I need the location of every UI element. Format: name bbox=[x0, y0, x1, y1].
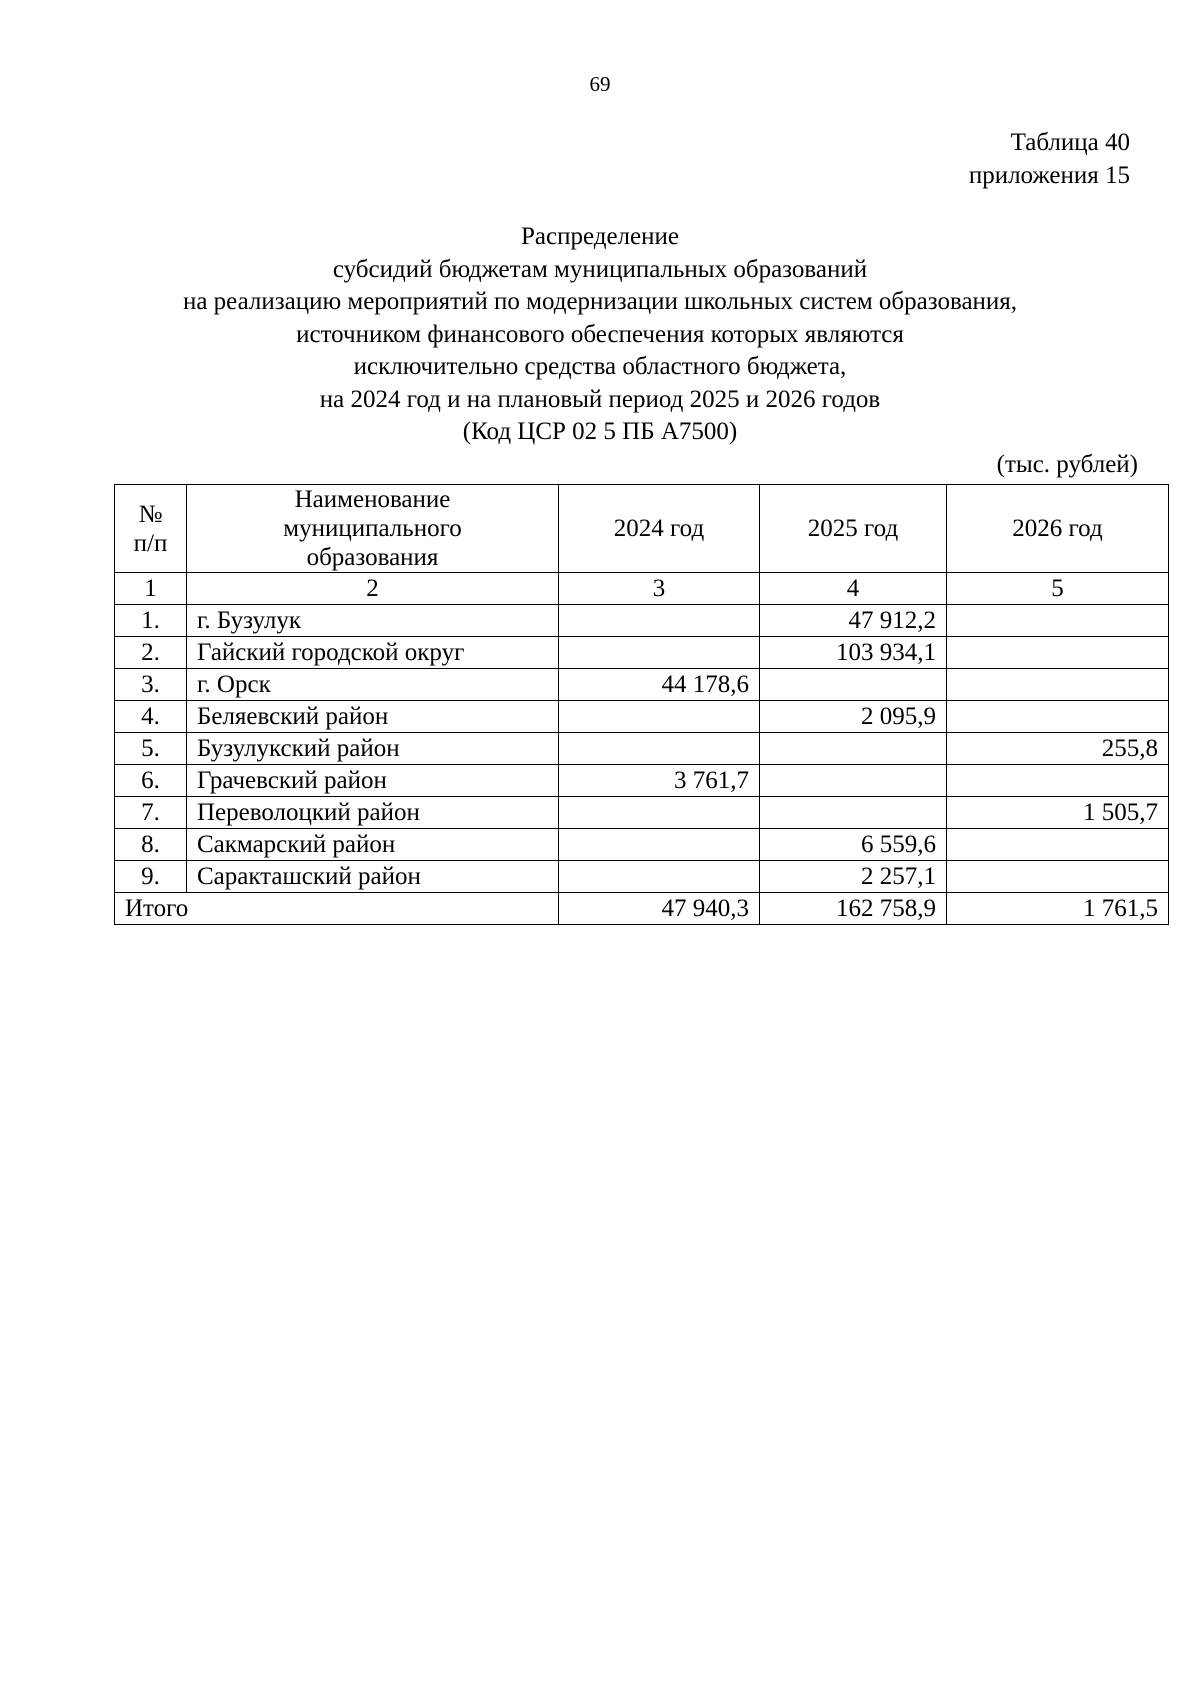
total-2026: 1 761,5 bbox=[947, 893, 1169, 925]
column-number: 3 bbox=[559, 573, 760, 605]
column-number: 4 bbox=[760, 573, 947, 605]
table-row bbox=[115, 733, 1169, 765]
value-2024 bbox=[559, 733, 760, 765]
value-2024: 44 178,6 bbox=[559, 669, 760, 701]
header-number: № п/п bbox=[115, 485, 187, 573]
row-number: 1. bbox=[115, 605, 187, 637]
header-2024: 2024 год bbox=[559, 485, 760, 573]
value-2025 bbox=[760, 797, 947, 829]
municipality-name: г. Орск bbox=[187, 669, 559, 701]
header-2025: 2025 год bbox=[760, 485, 947, 573]
heading-line: Распределение bbox=[521, 223, 679, 250]
value-2024 bbox=[559, 637, 760, 669]
heading-line: источником финансового обеспечения которых являются bbox=[296, 320, 904, 348]
header-2026: 2026 год bbox=[947, 485, 1169, 573]
value-2024 bbox=[559, 701, 760, 733]
heading-line: (Код ЦСР 02 5 ПБ А7500) bbox=[462, 418, 738, 445]
value-2025: 2 095,9 bbox=[760, 701, 947, 733]
value-2024 bbox=[559, 861, 760, 893]
value-2024 bbox=[559, 605, 760, 637]
table-row bbox=[115, 829, 1169, 861]
column-number: 5 bbox=[947, 573, 1169, 605]
row-number: 2. bbox=[115, 637, 187, 669]
page-number: 69 bbox=[589, 72, 611, 96]
header-row bbox=[115, 485, 1169, 573]
column-number-row bbox=[115, 573, 1169, 605]
municipality-name: Сакмарский район bbox=[187, 829, 559, 861]
row-number: 9. bbox=[115, 861, 187, 893]
heading-line: на реализацию мероприятий по модернизации школьных систем образования, bbox=[182, 288, 1018, 315]
municipality-name: Переволоцкий район bbox=[187, 797, 559, 829]
value-2025 bbox=[760, 669, 947, 701]
value-2024 bbox=[559, 829, 760, 861]
column-number: 2 bbox=[187, 573, 559, 605]
row-number: 8. bbox=[115, 829, 187, 861]
municipality-name: Саракташский район bbox=[187, 861, 559, 893]
table-row bbox=[115, 797, 1169, 829]
table-row bbox=[115, 861, 1169, 893]
row-number: 7. bbox=[115, 797, 187, 829]
row-number: 4. bbox=[115, 701, 187, 733]
row-number: 6. bbox=[115, 765, 187, 797]
document-heading bbox=[0, 221, 1200, 449]
heading-line: исключительно средства областного бюджета, bbox=[353, 353, 847, 380]
value-2025: 6 559,6 bbox=[760, 829, 947, 861]
value-2026 bbox=[947, 861, 1169, 893]
value-2026 bbox=[947, 605, 1169, 637]
row-number: 5. bbox=[115, 733, 187, 765]
table-row bbox=[115, 701, 1169, 733]
table-ref-line2: приложения 15 bbox=[968, 162, 1130, 189]
table-ref-line1: Таблица 40 bbox=[1010, 129, 1130, 156]
column-number: 1 bbox=[115, 573, 187, 605]
value-2025 bbox=[760, 765, 947, 797]
value-2026 bbox=[947, 701, 1169, 733]
municipality-name: Грачевский район bbox=[187, 765, 559, 797]
value-2026: 255,8 bbox=[947, 733, 1169, 765]
value-2026: 1 505,7 bbox=[947, 797, 1169, 829]
value-2025: 103 934,1 bbox=[760, 637, 947, 669]
total-2025: 162 758,9 bbox=[760, 893, 947, 925]
municipality-name: Гайский городской округ bbox=[187, 637, 559, 669]
row-number: 3. bbox=[115, 669, 187, 701]
units-label: (тыс. рублей) bbox=[996, 451, 1138, 478]
total-2024: 47 940,3 bbox=[559, 893, 760, 925]
heading-line: субсидий бюджетам муниципальных образований bbox=[332, 255, 868, 283]
value-2026 bbox=[947, 765, 1169, 797]
table-row bbox=[115, 765, 1169, 797]
value-2024: 3 761,7 bbox=[559, 765, 760, 797]
value-2026 bbox=[947, 829, 1169, 861]
value-2026 bbox=[947, 637, 1169, 669]
value-2026 bbox=[947, 669, 1169, 701]
table-row bbox=[115, 669, 1169, 701]
header-municipality: Наименование муниципального образования bbox=[187, 485, 559, 573]
municipality-name: г. Бузулук bbox=[187, 605, 559, 637]
table-row bbox=[115, 637, 1169, 669]
municipality-name: Бузулукский район bbox=[187, 733, 559, 765]
value-2024 bbox=[559, 797, 760, 829]
subsidy-table bbox=[114, 484, 1169, 925]
value-2025: 47 912,2 bbox=[760, 605, 947, 637]
heading-line: на 2024 год и на плановый период 2025 и 2026 годов bbox=[319, 385, 881, 413]
value-2025 bbox=[760, 733, 947, 765]
total-label: Итого bbox=[115, 893, 559, 925]
value-2025: 2 257,1 bbox=[760, 861, 947, 893]
total-row bbox=[115, 893, 1169, 925]
table-row bbox=[115, 605, 1169, 637]
table-reference bbox=[969, 126, 1130, 192]
municipality-name: Беляевский район bbox=[187, 701, 559, 733]
